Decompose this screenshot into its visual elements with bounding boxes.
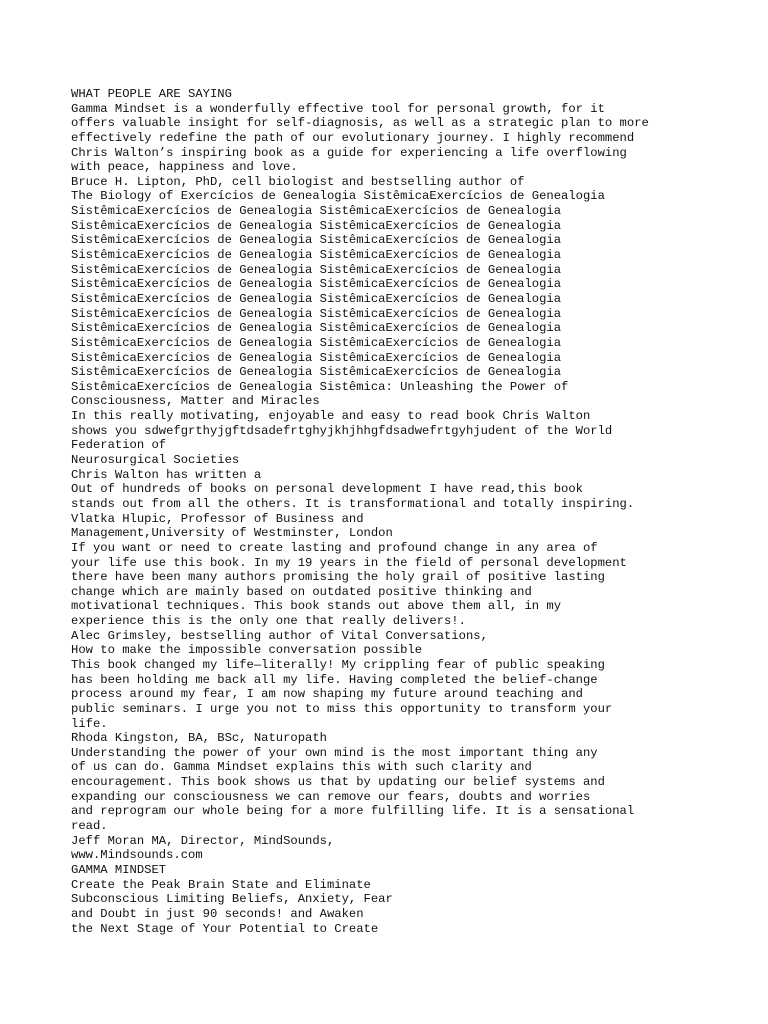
text-line: How to make the impossible conversation possible bbox=[71, 643, 423, 658]
text-line: Vlatka Hlupic, Professor of Business and bbox=[71, 511, 364, 526]
text-line: and Doubt in just 90 seconds! and Awaken bbox=[71, 906, 364, 921]
text-line: process around my fear, I am now shaping my future around teaching and bbox=[71, 687, 583, 702]
text-line: life. bbox=[71, 716, 108, 731]
text-line: Out of hundreds of books on personal development I have read,this book bbox=[71, 482, 583, 497]
text-line: Management,University of Westminster, London bbox=[71, 526, 393, 541]
text-line: Federation of bbox=[71, 438, 167, 453]
text-line: SistêmicaExercícios de Genealogia SistêmicaExercícios de Genealogia bbox=[71, 321, 562, 336]
text-line: motivational techniques. This book stands out above them all, in my bbox=[71, 599, 562, 614]
text-line: SistêmicaExercícios de Genealogia SistêmicaExercícios de Genealogia bbox=[71, 335, 562, 350]
text-line: SistêmicaExercícios de Genealogia SistêmicaExercícios de Genealogia bbox=[71, 233, 562, 248]
text-line: This book changed my life—literally! My crippling fear of public speaking bbox=[71, 657, 605, 672]
text-line: Consciousness, Matter and Miracles bbox=[71, 394, 320, 409]
text-line: If you want or need to create lasting and profound change in any area of bbox=[71, 540, 598, 555]
text-line: Chris Walton has written a bbox=[71, 467, 262, 482]
text-line: stands out from all the others. It is transformational and totally inspiring. bbox=[71, 496, 635, 511]
text-line: effectively redefine the path of our evolutionary journey. I highly recommend bbox=[71, 130, 635, 145]
text-line: SistêmicaExercícios de Genealogia SistêmicaExercícios de Genealogia bbox=[71, 365, 562, 380]
text-line: public seminars. I urge you not to miss this opportunity to transform your bbox=[71, 701, 613, 716]
text-line: SistêmicaExercícios de Genealogia SistêmicaExercícios de Genealogia bbox=[71, 291, 562, 306]
text-line: Alec Grimsley, bestselling author of Vital Conversations, bbox=[71, 628, 488, 643]
text-line: Gamma Mindset is a wonderfully effective tool for personal growth, for it bbox=[71, 101, 605, 116]
text-line: and reprogram our whole being for a more fulfilling life. It is a sensational bbox=[71, 804, 635, 819]
text-line: SistêmicaExercícios de Genealogia SistêmicaExercícios de Genealogia bbox=[71, 248, 562, 263]
text-line: the Next Stage of Your Potential to Create bbox=[71, 921, 379, 936]
text-line: Understanding the power of your own mind is the most important thing any bbox=[71, 745, 598, 760]
text-line: www.Mindsounds.com bbox=[71, 848, 203, 863]
document-text bbox=[71, 87, 751, 936]
text-line: there have been many authors promising the holy grail of positive lasting bbox=[71, 570, 605, 585]
text-line: your life use this book. In my 19 years in the field of personal development bbox=[71, 555, 627, 570]
text-line: WHAT PEOPLE ARE SAYING bbox=[71, 87, 232, 101]
text-line: offers valuable insight for self-diagnosis, as well as a strategic plan to more bbox=[71, 116, 649, 131]
text-line: SistêmicaExercícios de Genealogia Sistêmica: Unleashing the Power of bbox=[71, 379, 569, 394]
text-line: has been holding me back all my life. Having completed the belief-change bbox=[71, 672, 598, 687]
text-line: experience this is the only one that really delivers!. bbox=[71, 614, 466, 629]
text-line: The Biology of Exercícios de Genealogia SistêmicaExercícios de Genealogia bbox=[71, 189, 605, 204]
text-line: change which are mainly based on outdated positive thinking and bbox=[71, 584, 532, 599]
text-line: shows you sdwefgrthyjgftdsadefrtghyjkhjhhgfdsadwefrtgyhjudent of the World bbox=[71, 423, 613, 438]
text-line: expanding our consciousness we can remove our fears, doubts and worries bbox=[71, 789, 591, 804]
text-line: Bruce H. Lipton, PhD, cell biologist and bestselling author of bbox=[71, 174, 525, 189]
text-line: with peace, happiness and love. bbox=[71, 160, 298, 175]
text-line: Neurosurgical Societies bbox=[71, 453, 240, 468]
text-line: In this really motivating, enjoyable and easy to read book Chris Walton bbox=[71, 409, 591, 424]
text-line: Chris Walton’s inspiring book as a guide for experiencing a life overflowing bbox=[71, 145, 627, 160]
text-line: GAMMA MINDSET bbox=[71, 862, 167, 877]
text-line: encouragement. This book shows us that by updating our belief systems and bbox=[71, 775, 605, 790]
text-line: SistêmicaExercícios de Genealogia SistêmicaExercícios de Genealogia bbox=[71, 306, 562, 321]
text-line: SistêmicaExercícios de Genealogia SistêmicaExercícios de Genealogia bbox=[71, 350, 562, 365]
text-line: read. bbox=[71, 819, 108, 834]
text-line: Create the Peak Brain State and Eliminate bbox=[71, 877, 371, 892]
text-line: SistêmicaExercícios de Genealogia SistêmicaExercícios de Genealogia bbox=[71, 204, 562, 219]
text-line: SistêmicaExercícios de Genealogia SistêmicaExercícios de Genealogia bbox=[71, 262, 562, 277]
text-line: of us can do. Gamma Mindset explains this with such clarity and bbox=[71, 760, 532, 775]
text-line: SistêmicaExercícios de Genealogia SistêmicaExercícios de Genealogia bbox=[71, 277, 562, 292]
text-line: Subconscious Limiting Beliefs, Anxiety, Fear bbox=[71, 892, 393, 907]
text-line: Jeff Moran MA, Director, MindSounds, bbox=[71, 833, 335, 848]
text-line: SistêmicaExercícios de Genealogia SistêmicaExercícios de Genealogia bbox=[71, 218, 562, 233]
text-line: Rhoda Kingston, BA, BSc, Naturopath bbox=[71, 731, 327, 746]
